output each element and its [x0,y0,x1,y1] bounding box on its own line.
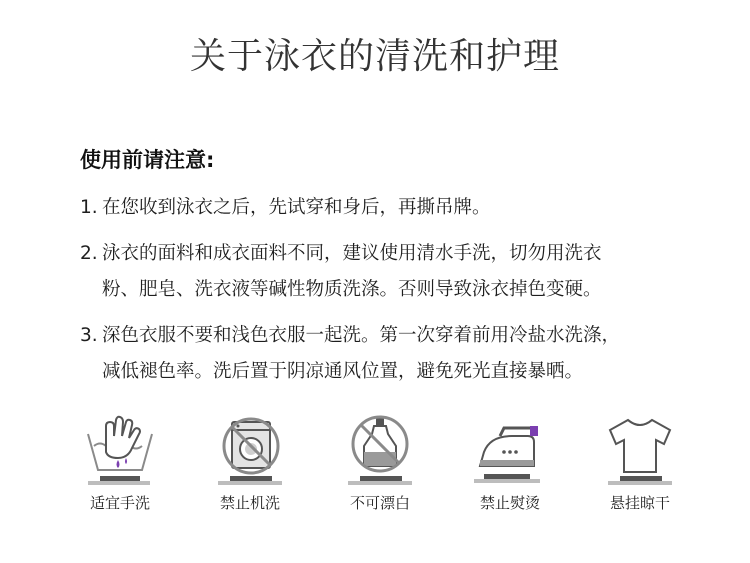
item-number: 3. [80,325,98,346]
care-icon-no-bleach [320,412,440,513]
item-text-continued: 粉、肥皂、洗衣液等碱性物质洗涤。否则导致泳衣掉色变硬。 [102,279,602,300]
item-text: 泳衣的面料和成衣面料不同，建议使用清水手洗，切勿用洗衣 [102,243,602,264]
care-instructions-list [80,190,720,400]
care-icon-hand-wash [60,412,180,513]
icon-label: 不可漂白 [349,494,410,512]
icon-label: 悬挂晾干 [609,494,670,512]
no-bleach-icon [340,412,420,486]
hand-wash-icon [80,412,160,486]
item-number: 2. [80,243,98,264]
item-text: 在您收到泳衣之后，先试穿和身后，再撕吊牌。 [102,197,491,218]
notice-heading: 使用前请注意: [80,148,215,172]
care-icon-hang-dry [580,412,700,513]
list-item [80,190,720,226]
hang-dry-icon [600,412,680,486]
item-number: 1. [80,197,98,218]
page-title: 关于泳衣的清洗和护理 [189,36,560,77]
icon-label: 适宜手洗 [89,494,150,512]
item-text-continued: 减低褪色率。洗后置于阴凉通风位置，避免死光直接暴晒。 [102,361,584,382]
icon-label: 禁止熨烫 [479,494,540,512]
care-icon-no-iron [450,412,570,513]
icon-label: 禁止机洗 [219,494,280,512]
no-iron-icon [470,412,550,486]
list-item [80,318,720,390]
care-icon-no-machine-wash [190,412,310,513]
care-icons-row [60,412,700,532]
list-item [80,236,720,308]
item-text: 深色衣服不要和浅色衣服一起洗。第一次穿着前用冷盐水洗涤， [102,325,621,346]
no-machine-wash-icon [210,412,290,486]
